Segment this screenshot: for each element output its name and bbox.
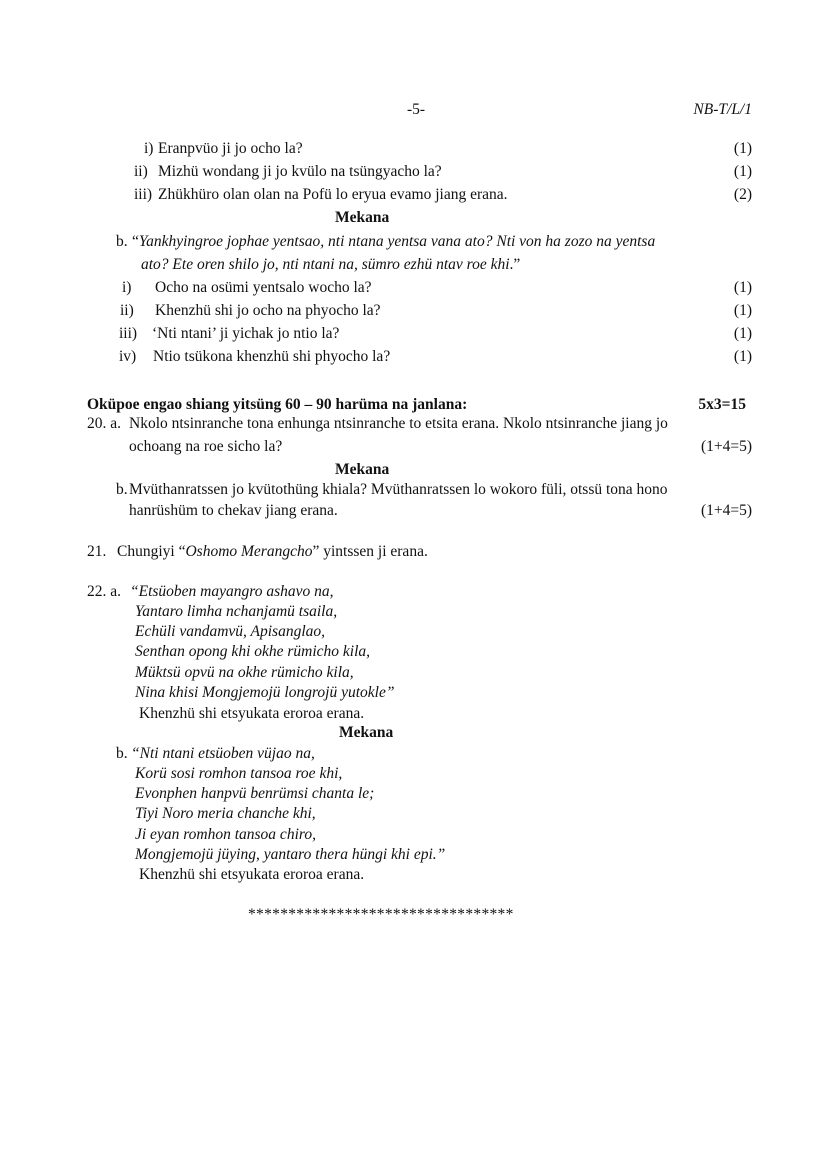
q19a-item-3-num: iii) xyxy=(134,186,153,203)
q19a-item-3-text: Zhükhüro olan olan na Pofü lo eryua evamo jiang erana. xyxy=(158,186,508,203)
q22a-poem-line: “Etsüoben mayangro ashavo na, xyxy=(130,583,334,600)
section-instruction: Oküpoe engao shiang yitsüng 60 – 90 harüma na janlana: xyxy=(87,396,468,413)
q19b-item-4-num: iv) xyxy=(119,348,137,365)
q22b-instruction: Khenzhü shi etsyukata eroroa erana. xyxy=(139,866,365,883)
q19a-item-1-marks: (1) xyxy=(733,140,752,157)
q20a-marks: (1+4=5) xyxy=(700,438,752,455)
q20b-marks: (1+4=5) xyxy=(700,502,752,519)
q21-label: 21. xyxy=(87,543,107,560)
q22a-label: 22. a. xyxy=(87,583,122,600)
q19a-item-2-text: Mizhü wondang ji jo kvülo na tsüngyacho la? xyxy=(158,163,442,180)
q19a-item-2-marks: (1) xyxy=(733,163,752,180)
q21-text: Chungiyi “Oshomo Merangcho” yintssen ji erana. xyxy=(117,543,428,560)
q22a-poem-line: Senthan opong khi okhe rümicho kila, xyxy=(135,643,371,660)
q19b-item-4-marks: (1) xyxy=(733,348,752,365)
q19b-item-1-marks: (1) xyxy=(733,279,752,296)
q19b-quote-line1: “Yankhyingroe jophae yentsao, nti ntana yentsa vana ato? Nti von ha zozo na yentsa xyxy=(132,233,656,250)
q19b-item-2-num: ii) xyxy=(120,302,134,319)
q19b-item-4-text: Ntio tsükona khenzhü shi phyocho la? xyxy=(153,348,391,365)
q19b-item-3-marks: (1) xyxy=(733,325,752,342)
q20a-line1: Nkolo ntsinranche tona enhunga ntsinranche to etsita erana. Nkolo ntsinranche jiang jo xyxy=(129,415,668,432)
q19b-quote-line2: ato? Ete oren shilo jo, nti ntani na, sümro ezhü ntav roe khi.” xyxy=(141,256,521,273)
q19a-item-2-num: ii) xyxy=(134,163,148,180)
q22b-poem-line: Mongjemojü jüying, yantaro thera hüngi khi epi.” xyxy=(135,846,446,863)
q19b-item-2-text: Khenzhü shi jo ocho na phyocho la? xyxy=(155,302,381,319)
q19b-item-3-num: iii) xyxy=(119,325,138,342)
q22a-poem-line: Echüli vandamvü, Apisanglao, xyxy=(135,623,325,640)
q19a-item-3-marks: (2) xyxy=(733,186,752,203)
q22a-poem-line: Nina khisi Mongjemojü longrojü yutokle” xyxy=(135,684,395,701)
q22b-label: b. xyxy=(116,745,128,762)
page-number: -5- xyxy=(407,101,426,118)
q20b-line2: hanrüshüm to chekav jiang erana. xyxy=(129,502,338,519)
q22b-poem-line: “Nti ntani etsüoben vüjao na, xyxy=(131,745,315,762)
section-marks: 5x3=15 xyxy=(698,396,746,413)
q22b-poem-line: Korü sosi romhon tansoa roe khi, xyxy=(135,765,343,782)
q19b-item-3-text: ‘Nti ntani’ ji yichak jo ntio la? xyxy=(152,325,340,342)
or-label: Mekana xyxy=(335,209,390,226)
q20a-line2: ochoang na roe sicho la? xyxy=(129,438,283,455)
q19b-item-2-marks: (1) xyxy=(733,302,752,319)
q22a-poem-line: Yantaro limha nchanjamü tsaila, xyxy=(135,603,338,620)
q19a-item-1-num: i) xyxy=(144,140,154,157)
q20b-line1: Mvüthanratssen jo kvütothüng khiala? Mvüthanratssen lo wokoro füli, otssü tona hono xyxy=(129,481,668,498)
q20b-label: b. xyxy=(116,481,128,498)
q22b-poem-line: Tiyi Noro meria chanche khi, xyxy=(135,805,316,822)
q19b-item-1-num: i) xyxy=(122,279,132,296)
q22b-poem-line: Evonphen hanpvü benrümsi chanta le; xyxy=(135,785,375,802)
q19b-item-1-text: Ocho na osümi yentsalo wocho la? xyxy=(155,279,372,296)
end-of-paper-stars: ********************************* xyxy=(248,906,514,923)
q22b-poem-line: Ji eyan romhon tansoa chiro, xyxy=(135,826,316,843)
or-label: Mekana xyxy=(335,461,390,478)
q20a-label: 20. a. xyxy=(87,415,122,432)
q19b-label: b. xyxy=(116,233,128,250)
paper-code: NB-T/L/1 xyxy=(693,101,752,118)
q22a-poem-line: Müktsü opvü na okhe rümicho kila, xyxy=(135,664,354,681)
or-label: Mekana xyxy=(339,724,394,741)
q19a-item-1-text: Eranpvüo ji jo ocho la? xyxy=(158,140,303,157)
q22a-instruction: Khenzhü shi etsyukata eroroa erana. xyxy=(139,705,365,722)
